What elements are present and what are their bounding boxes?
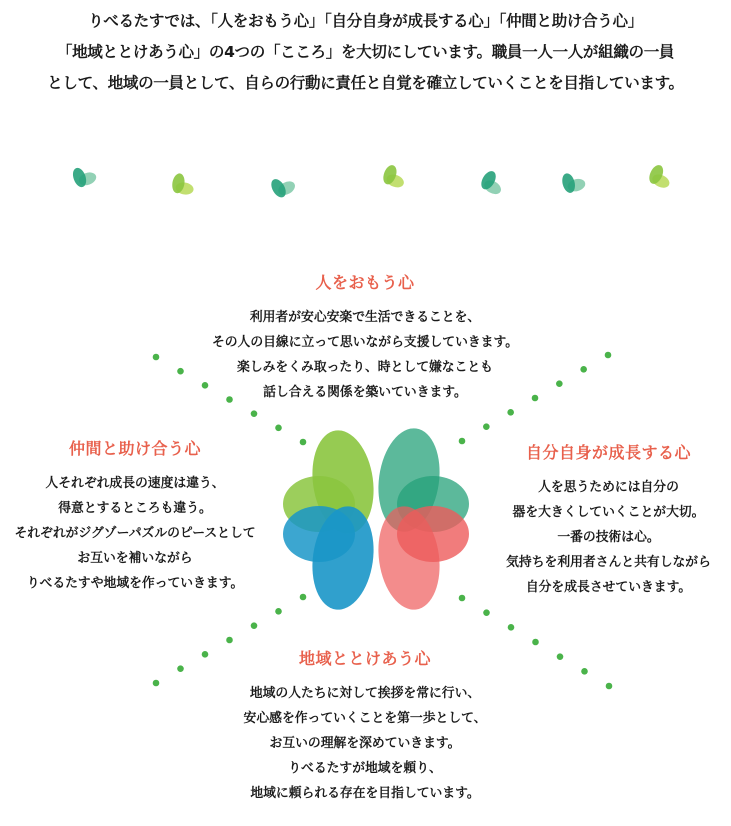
section-body <box>0 471 270 596</box>
decorative-dot <box>581 668 588 675</box>
body-line: 地域に頼られる存在を目指しています。 <box>250 786 480 801</box>
decorative-dot <box>251 622 258 629</box>
section-title: 地域ととけあう心 <box>298 649 431 668</box>
section-title: 自分自身が成長する心 <box>525 443 691 462</box>
decorative-dot <box>605 352 612 359</box>
intro-line: として、地域の一員として、自らの行動に責任と自覚を確立していくことを目指しています。 <box>47 74 684 92</box>
decorative-dot <box>153 354 160 361</box>
decorative-dot <box>483 609 490 616</box>
section-care-for-people <box>165 270 565 405</box>
section-community-harmony <box>165 646 565 806</box>
intro-line: りべるたすでは、「人をおもう心」「自分自身が成長する心」「仲間と助け合う心」 <box>88 12 643 30</box>
body-line: 人を思うためには自分の <box>538 480 679 495</box>
section-title: 仲間と助け合う心 <box>68 439 201 458</box>
section-body <box>486 475 731 600</box>
body-line: 自分を成長させていきます。 <box>525 580 692 595</box>
decorative-dot <box>532 639 539 646</box>
four-leaf-clover-icon <box>281 424 471 614</box>
body-line: 器を大きくしていくことが大切。 <box>512 505 705 520</box>
decorative-dot <box>508 624 515 631</box>
body-line: 話し合える関係を築いていきます。 <box>263 385 467 400</box>
decorative-dot <box>580 366 587 373</box>
body-line: お互いの理解を深めていきます。 <box>269 736 461 751</box>
decorative-dot <box>226 637 233 644</box>
body-line: お互いを補いながら <box>77 551 193 566</box>
body-line: 利用者が安心安楽で生活できることを、 <box>249 310 481 325</box>
body-line: 気持ちを利用者さんと共有しながら <box>506 555 711 570</box>
section-body <box>165 681 565 806</box>
decorative-dot <box>606 683 613 690</box>
section-self-growth <box>486 440 731 600</box>
section-mutual-help <box>0 436 270 596</box>
body-line: りべるたすが地域を頼り、 <box>288 761 442 776</box>
body-line: 人それぞれ成長の速度は違う、 <box>45 476 225 491</box>
decorative-dot <box>153 680 160 687</box>
intro-line: 「地域ととけあう心」の4つの「こころ」を大切にしています。職員一人一人が組織の一員 <box>56 43 675 61</box>
decorative-dot <box>251 410 258 417</box>
body-line: その人の目線に立って思いながら支援していきます。 <box>211 335 519 350</box>
section-body <box>165 305 565 405</box>
body-line: 楽しみをくみ取ったり、時として嫌なことも <box>237 360 493 375</box>
section-title: 人をおもう心 <box>315 273 415 292</box>
body-line: 安心感を作っていくことを第一歩として、 <box>243 711 487 726</box>
decorative-dot <box>507 409 514 416</box>
decorative-dot <box>483 423 490 430</box>
body-line: 一番の技術は心。 <box>557 530 660 545</box>
body-line: 得意とするところも違う。 <box>58 501 212 516</box>
body-line: りべるたすや地域を作っていきます。 <box>26 576 244 591</box>
body-line: それぞれがジグゾーパズルのピースとして <box>14 526 256 541</box>
body-line: 地域の人たちに対して挨拶を常に行い、 <box>249 686 481 701</box>
